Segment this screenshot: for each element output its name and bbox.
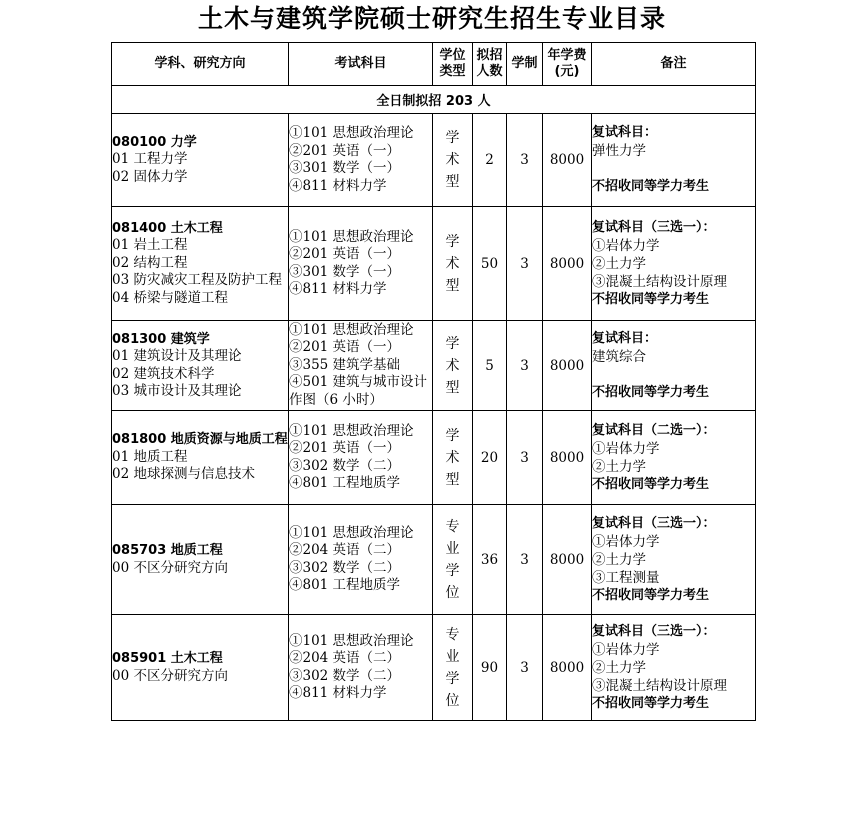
notes-cell bbox=[592, 411, 756, 505]
header-quota bbox=[473, 43, 507, 86]
table-row bbox=[112, 411, 756, 505]
notes-cell bbox=[592, 505, 756, 615]
section-row bbox=[112, 86, 756, 114]
retest-item: ②土力学 bbox=[592, 458, 646, 475]
exam-subject: ③302 数学（二） bbox=[289, 457, 401, 474]
major-code-name: 081400 土木工程 bbox=[112, 220, 223, 236]
degree-type-char: 学 bbox=[445, 427, 460, 444]
exam-subject: ③302 数学（二） bbox=[289, 667, 401, 684]
degree-type-char: 业 bbox=[445, 540, 460, 557]
exam-subject: ③355 建筑学基础 bbox=[289, 356, 401, 373]
restriction-note: 不招收同等学力考生 bbox=[592, 587, 710, 603]
research-direction: 00 不区分研究方向 bbox=[112, 667, 228, 684]
tuition-cell: 8000 bbox=[543, 615, 592, 721]
restriction-note: 不招收同等学力考生 bbox=[592, 179, 710, 194]
duration-cell: 3 bbox=[507, 615, 543, 721]
exam-cell bbox=[289, 411, 433, 505]
restriction-note: 不招收同等学力考生 bbox=[592, 695, 710, 711]
exam-subject: ②204 英语（二） bbox=[289, 650, 401, 666]
retest-item: ②土力学 bbox=[592, 551, 646, 568]
retest-item: ②土力学 bbox=[592, 255, 646, 272]
duration-cell: 3 bbox=[507, 411, 543, 505]
degree-type-cell bbox=[433, 321, 473, 411]
research-direction: 03 防灾减灾工程及防护工程 bbox=[112, 272, 282, 289]
retest-item: ①岩体力学 bbox=[592, 641, 660, 658]
exam-cell bbox=[289, 114, 433, 207]
retest-item: ①岩体力学 bbox=[592, 533, 660, 550]
header-quota-line: 人数 bbox=[476, 64, 503, 79]
research-direction: 02 结构工程 bbox=[112, 254, 188, 271]
retest-title: 复试科目（二选一）： bbox=[592, 422, 716, 438]
retest-item: ①岩体力学 bbox=[592, 237, 660, 254]
retest-title: 复试科目： bbox=[592, 125, 658, 140]
page-title: 土木与建筑学院硕士研究生招生专业目录 bbox=[197, 4, 666, 33]
major-code-name: 085901 土木工程 bbox=[112, 651, 223, 666]
restriction-note: 不招收同等学力考生 bbox=[592, 476, 710, 492]
research-direction: 01 工程力学 bbox=[112, 151, 188, 168]
exam-subject: ②204 英语（二） bbox=[289, 542, 401, 558]
degree-type-cell bbox=[433, 411, 473, 505]
major-code-name: 081300 建筑学 bbox=[112, 331, 210, 347]
table-row bbox=[112, 207, 756, 321]
tuition-cell: 8000 bbox=[543, 207, 592, 321]
exam-subject: ③301 数学（一） bbox=[289, 263, 401, 280]
retest-title: 复试科目（三选一）： bbox=[592, 219, 716, 235]
degree-type-cell bbox=[433, 207, 473, 321]
degree-type-char: 术 bbox=[445, 255, 460, 272]
degree-type-char: 型 bbox=[445, 277, 460, 294]
degree-type-cell bbox=[433, 114, 473, 207]
exam-subject: ④801 工程地质学 bbox=[289, 577, 401, 593]
degree-type-char: 学 bbox=[445, 233, 460, 250]
exam-cell bbox=[289, 321, 433, 411]
tuition-cell: 8000 bbox=[543, 321, 592, 411]
quota-cell: 20 bbox=[473, 411, 507, 505]
degree-type-cell bbox=[433, 505, 473, 615]
exam-subject: ④501 建筑与城市设计作图（6 小时） bbox=[289, 374, 428, 408]
catalog-table bbox=[111, 42, 756, 721]
header-tuition-line: (元) bbox=[554, 64, 580, 79]
degree-type-char: 术 bbox=[445, 357, 460, 374]
exam-cell bbox=[289, 505, 433, 615]
retest-title: 复试科目（三选一）： bbox=[592, 515, 716, 531]
header-tuition bbox=[543, 43, 592, 86]
major-code-name: 085703 地质工程 bbox=[112, 543, 223, 558]
tuition-cell: 8000 bbox=[543, 411, 592, 505]
notes-spacer bbox=[592, 366, 755, 384]
exam-subject: ①101 思想政治理论 bbox=[289, 632, 414, 649]
header-degree-type-line: 学位 bbox=[439, 48, 466, 63]
retest-item: 弹性力学 bbox=[592, 143, 646, 159]
research-direction: 02 地球探测与信息技术 bbox=[112, 466, 255, 483]
exam-subject: ④811 材料力学 bbox=[289, 281, 387, 297]
exam-subject: ①101 思想政治理论 bbox=[289, 125, 414, 141]
notes-spacer bbox=[592, 160, 755, 178]
tuition-cell: 8000 bbox=[543, 505, 592, 615]
research-direction: 02 固体力学 bbox=[112, 168, 188, 185]
degree-type-char: 型 bbox=[445, 379, 460, 396]
tuition-cell: 8000 bbox=[543, 114, 592, 207]
retest-item: ③混凝土结构设计原理 bbox=[592, 677, 727, 694]
degree-type-char: 专 bbox=[445, 518, 460, 535]
retest-item: ③混凝土结构设计原理 bbox=[592, 273, 727, 290]
retest-item: 建筑综合 bbox=[592, 348, 646, 365]
header-degree-type-line: 类型 bbox=[439, 64, 466, 79]
exam-subject: ②201 英语（一） bbox=[289, 440, 401, 456]
header-row bbox=[112, 43, 756, 86]
restriction-note: 不招收同等学力考生 bbox=[592, 291, 710, 307]
degree-type-char: 业 bbox=[445, 648, 460, 665]
major-cell bbox=[112, 505, 289, 615]
exam-subject: ②201 英语（一） bbox=[289, 142, 401, 159]
exam-subject: ①101 思想政治理论 bbox=[289, 524, 414, 541]
major-cell bbox=[112, 207, 289, 321]
degree-type-char: 学 bbox=[445, 562, 460, 579]
degree-type-char: 型 bbox=[445, 174, 460, 190]
degree-type-char: 专 bbox=[445, 626, 460, 643]
exam-subject: ②201 英语（一） bbox=[289, 246, 401, 262]
quota-cell: 50 bbox=[473, 207, 507, 321]
degree-type-char: 学 bbox=[445, 335, 460, 352]
exam-subject: ①101 思想政治理论 bbox=[289, 422, 414, 439]
header-exam: 考试科目 bbox=[289, 43, 433, 86]
duration-cell: 3 bbox=[507, 207, 543, 321]
degree-type-char: 位 bbox=[445, 584, 460, 601]
exam-subject: ③301 数学（一） bbox=[289, 160, 401, 176]
degree-type-char: 型 bbox=[445, 471, 460, 488]
major-cell bbox=[112, 615, 289, 721]
research-direction: 01 岩土工程 bbox=[112, 237, 188, 254]
table-row bbox=[112, 615, 756, 721]
table-row bbox=[112, 505, 756, 615]
quota-cell: 36 bbox=[473, 505, 507, 615]
research-direction: 01 地质工程 bbox=[112, 448, 188, 465]
notes-cell bbox=[592, 321, 756, 411]
header-tuition-line: 年学费 bbox=[547, 48, 587, 63]
header-degree-type bbox=[433, 43, 473, 86]
research-direction: 02 建筑技术科学 bbox=[112, 365, 215, 382]
research-direction: 03 城市设计及其理论 bbox=[112, 383, 242, 399]
degree-type-char: 学 bbox=[445, 670, 460, 687]
exam-subject: ④801 工程地质学 bbox=[289, 475, 401, 491]
exam-subject: ④811 材料力学 bbox=[289, 685, 387, 701]
duration-cell: 3 bbox=[507, 321, 543, 411]
header-duration: 学制 bbox=[507, 43, 543, 86]
header-notes: 备注 bbox=[592, 43, 756, 86]
degree-type-char: 位 bbox=[445, 692, 460, 709]
major-code-name: 080100 力学 bbox=[112, 134, 197, 150]
retest-title: 复试科目： bbox=[592, 330, 658, 346]
exam-subject: ①101 思想政治理论 bbox=[289, 321, 414, 338]
exam-subject: ①101 思想政治理论 bbox=[289, 228, 414, 245]
major-code-name: 081800 地质资源与地质工程 bbox=[112, 432, 288, 448]
notes-cell bbox=[592, 615, 756, 721]
table-row bbox=[112, 114, 756, 207]
retest-title: 复试科目（三选一）： bbox=[592, 623, 716, 639]
section-label: 全日制拟招 203 人 bbox=[112, 86, 756, 114]
quota-cell: 90 bbox=[473, 615, 507, 721]
restriction-note: 不招收同等学力考生 bbox=[592, 384, 710, 400]
degree-type-char: 术 bbox=[445, 152, 460, 168]
major-cell bbox=[112, 114, 289, 207]
retest-item: ②土力学 bbox=[592, 659, 646, 676]
exam-cell bbox=[289, 207, 433, 321]
duration-cell: 3 bbox=[507, 505, 543, 615]
exam-subject: ④811 材料力学 bbox=[289, 177, 387, 194]
major-cell bbox=[112, 321, 289, 411]
degree-type-cell bbox=[433, 615, 473, 721]
degree-type-char: 术 bbox=[445, 449, 460, 466]
header-quota-line: 拟招 bbox=[476, 48, 503, 63]
header-major: 学科、研究方向 bbox=[112, 43, 289, 86]
notes-cell bbox=[592, 207, 756, 321]
quota-cell: 2 bbox=[473, 114, 507, 207]
exam-cell bbox=[289, 615, 433, 721]
exam-subject: ③302 数学（二） bbox=[289, 559, 401, 576]
research-direction: 01 建筑设计及其理论 bbox=[112, 348, 242, 364]
research-direction: 00 不区分研究方向 bbox=[112, 559, 228, 576]
notes-cell bbox=[592, 114, 756, 207]
retest-item: ③工程测量 bbox=[592, 569, 660, 586]
retest-item: ①岩体力学 bbox=[592, 440, 660, 457]
table-row bbox=[112, 321, 756, 411]
quota-cell: 5 bbox=[473, 321, 507, 411]
exam-subject: ②201 英语（一） bbox=[289, 339, 401, 356]
duration-cell: 3 bbox=[507, 114, 543, 207]
research-direction: 04 桥梁与隧道工程 bbox=[112, 289, 228, 306]
degree-type-char: 学 bbox=[445, 130, 460, 146]
major-cell bbox=[112, 411, 289, 505]
